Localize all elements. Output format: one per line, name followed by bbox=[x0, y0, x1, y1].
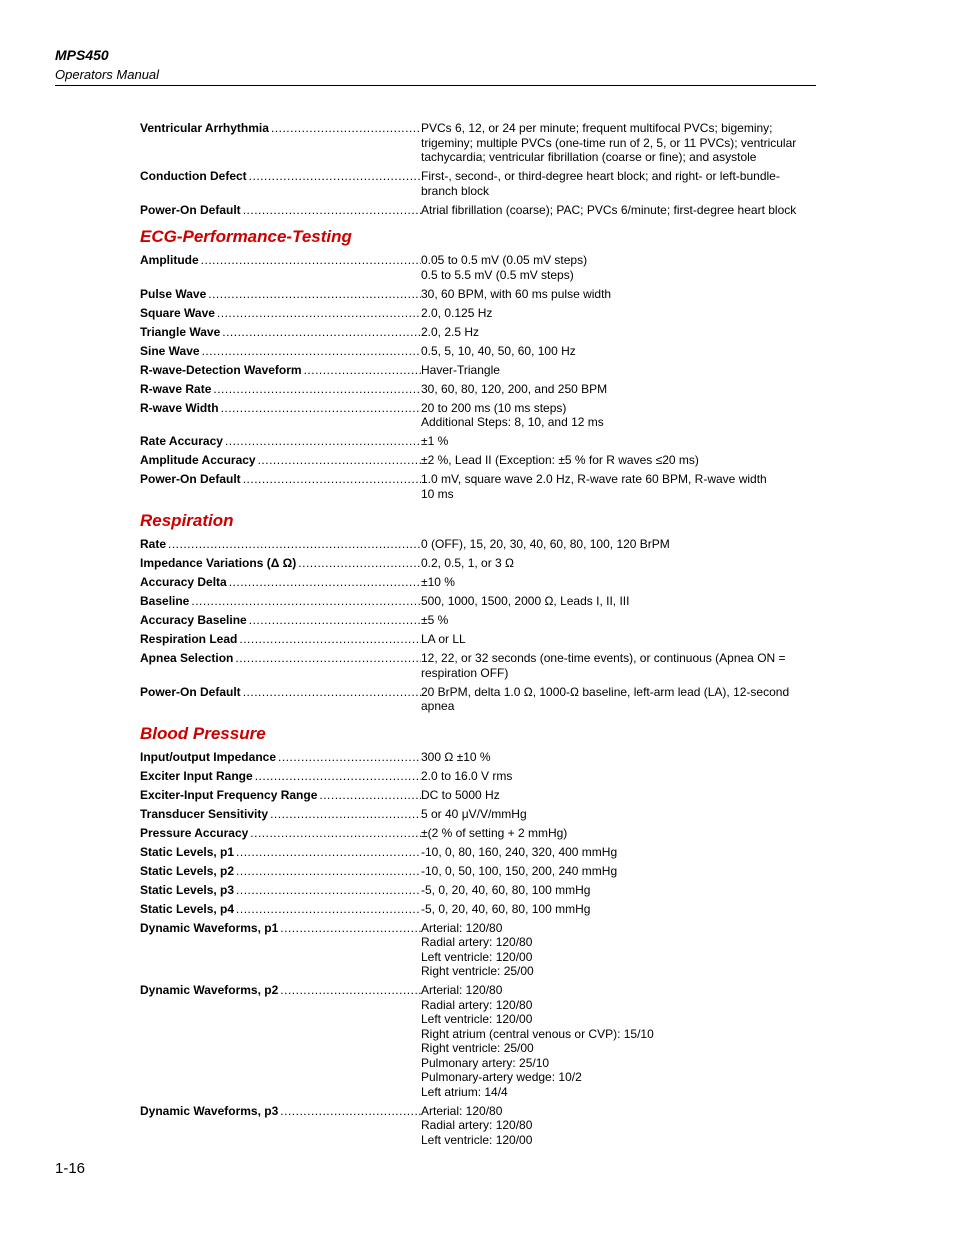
spec-value bbox=[421, 651, 820, 680]
spec-label-cell bbox=[140, 434, 421, 449]
spec-label-cell bbox=[140, 750, 421, 765]
spec-value bbox=[421, 613, 820, 628]
spec-label-cell bbox=[140, 401, 421, 430]
spec-label: Static Levels, p4 bbox=[140, 901, 235, 916]
spec-value-line: 500, 1000, 1500, 2000 Ω, Leads I, II, III bbox=[421, 594, 630, 608]
dot-leader bbox=[236, 902, 421, 917]
spec-value bbox=[421, 807, 820, 822]
spec-value bbox=[421, 1104, 820, 1148]
spec-value-line: Right ventricle: 25/00 bbox=[421, 964, 534, 978]
dot-leader bbox=[217, 306, 421, 321]
dot-leader bbox=[213, 382, 421, 397]
spec-row bbox=[140, 575, 820, 590]
spec-value-line: trigeminy; multiple PVCs (one-time run of 2, 5, or 11 PVCs); ventricular bbox=[421, 135, 797, 150]
spec-value-line: respiration OFF) bbox=[421, 665, 509, 680]
spec-value-line: -5, 0, 20, 40, 60, 80, 100 mmHg bbox=[421, 882, 591, 897]
dot-leader bbox=[249, 169, 421, 198]
spec-row bbox=[140, 556, 820, 571]
spec-value-line: 0.5 to 5.5 mV (0.5 mV steps) bbox=[421, 267, 574, 282]
spec-value-line: 2.0, 0.125 Hz bbox=[421, 305, 493, 320]
spec-row bbox=[140, 203, 820, 218]
spec-value bbox=[421, 826, 820, 841]
spec-label-cell bbox=[140, 453, 421, 468]
dot-leader bbox=[168, 537, 421, 552]
spec-value-line: ±2 %, Lead II (Exception: ±5 % for R waves ≤20 ms) bbox=[421, 453, 699, 467]
spec-row bbox=[140, 306, 820, 321]
spec-value-line: 12, 22, or 32 seconds (one-time events), or continuous (Apnea ON = bbox=[421, 651, 786, 665]
spec-label: Apnea Selection bbox=[140, 651, 234, 665]
spec-label-cell bbox=[140, 883, 421, 898]
spec-value bbox=[421, 685, 820, 714]
dot-leader bbox=[208, 287, 421, 302]
spec-label: Respiration Lead bbox=[140, 632, 238, 646]
spec-value-line: 10 ms bbox=[421, 486, 454, 501]
spec-row bbox=[140, 921, 820, 979]
spec-label-cell bbox=[140, 169, 421, 198]
spec-label: Rate bbox=[140, 537, 167, 551]
spec-value bbox=[421, 472, 820, 501]
spec-label-cell bbox=[140, 788, 421, 803]
spec-label: Accuracy Delta bbox=[140, 575, 227, 589]
spec-content bbox=[140, 121, 820, 1152]
dot-leader bbox=[243, 472, 421, 501]
spec-value-line: ±(2 % of setting + 2 mmHg) bbox=[421, 825, 568, 840]
spec-label: Transducer Sensitivity bbox=[140, 806, 269, 821]
spec-value bbox=[421, 845, 820, 860]
spec-label: Exciter-Input Frequency Range bbox=[140, 787, 318, 802]
dot-leader bbox=[243, 685, 421, 714]
manual-subtitle: Operators Manual bbox=[55, 67, 160, 82]
spec-value-line: 0 (OFF), 15, 20, 30, 40, 60, 80, 100, 120 BrPM bbox=[421, 537, 670, 551]
spec-label: Power-On Default bbox=[140, 202, 241, 217]
spec-label-cell bbox=[140, 344, 421, 359]
spec-label-cell bbox=[140, 203, 421, 218]
spec-value bbox=[421, 537, 820, 552]
spec-value bbox=[421, 632, 820, 647]
spec-value bbox=[421, 382, 820, 397]
spec-value-line: PVCs 6, 12, or 24 per minute; frequent multifocal PVCs; bigeminy; bbox=[421, 121, 773, 135]
spec-label-cell bbox=[140, 864, 421, 879]
dot-leader bbox=[278, 750, 421, 765]
spec-value-line: Arterial: 120/80 bbox=[421, 1103, 503, 1118]
spec-row bbox=[140, 363, 820, 378]
spec-label: Ventricular Arrhythmia bbox=[140, 121, 269, 135]
spec-label: R-wave Width bbox=[140, 400, 219, 415]
spec-row bbox=[140, 537, 820, 552]
header-divider bbox=[55, 85, 816, 86]
spec-value bbox=[421, 434, 820, 449]
dot-leader bbox=[280, 921, 421, 979]
spec-row bbox=[140, 401, 820, 430]
spec-label: Rate Accuracy bbox=[140, 434, 223, 448]
spec-row bbox=[140, 632, 820, 647]
spec-value bbox=[421, 253, 820, 282]
spec-value-line: -10, 0, 80, 160, 240, 320, 400 mmHg bbox=[421, 844, 618, 859]
spec-row bbox=[140, 788, 820, 803]
spec-row bbox=[140, 382, 820, 397]
dot-leader bbox=[225, 434, 421, 449]
dot-leader bbox=[236, 883, 421, 898]
spec-value-line: Right atrium (central venous or CVP): 15/10 bbox=[421, 1026, 654, 1041]
spec-label: Triangle Wave bbox=[140, 324, 221, 339]
dot-leader bbox=[243, 203, 421, 218]
dot-leader bbox=[319, 788, 421, 803]
dot-leader bbox=[255, 769, 421, 784]
spec-value-line: Left ventricle: 120/00 bbox=[421, 1132, 533, 1147]
spec-value bbox=[421, 788, 820, 803]
dot-leader bbox=[236, 864, 421, 879]
spec-label: Sine Wave bbox=[140, 343, 200, 358]
spec-value-line: tachycardia; ventricular fibrillation (coarse or fine); and asystole bbox=[421, 150, 757, 164]
spec-value-line: First-, second-, or third-degree heart block; and right- or left-bundle- bbox=[421, 169, 780, 183]
manual-title: MPS450 bbox=[55, 47, 109, 63]
spec-value-line: Additional Steps: 8, 10, and 12 ms bbox=[421, 415, 604, 429]
spec-value-line: 0.05 to 0.5 mV (0.05 mV steps) bbox=[421, 253, 588, 267]
spec-row bbox=[140, 594, 820, 609]
spec-value-line: Left atrium: 14/4 bbox=[421, 1084, 508, 1099]
spec-row bbox=[140, 685, 820, 714]
spec-value-line: ±1 % bbox=[421, 434, 449, 448]
spec-value bbox=[421, 344, 820, 359]
spec-value-line: Arterial: 120/80 bbox=[421, 983, 503, 997]
spec-row bbox=[140, 750, 820, 765]
spec-label: Dynamic Waveforms, p1 bbox=[140, 920, 279, 935]
spec-label-cell bbox=[140, 287, 421, 302]
spec-value-line: 20 to 200 ms (10 ms steps) bbox=[421, 400, 567, 415]
spec-value-line: Left ventricle: 120/00 bbox=[421, 949, 533, 964]
spec-value-line: Radial artery: 120/80 bbox=[421, 1118, 533, 1132]
spec-label: Power-On Default bbox=[140, 684, 241, 699]
dot-leader bbox=[191, 594, 421, 609]
spec-row bbox=[140, 1104, 820, 1148]
spec-label-cell bbox=[140, 253, 421, 282]
spec-label-cell bbox=[140, 651, 421, 680]
spec-label: Pulse Wave bbox=[140, 286, 207, 301]
page-number: 1-16 bbox=[55, 1160, 86, 1177]
spec-value bbox=[421, 287, 820, 302]
spec-label: Pressure Accuracy bbox=[140, 825, 249, 840]
spec-label: Conduction Defect bbox=[140, 169, 247, 183]
spec-row bbox=[140, 769, 820, 784]
spec-label: Square Wave bbox=[140, 305, 215, 320]
spec-value-line: Radial artery: 120/80 bbox=[421, 997, 533, 1012]
spec-value-line: LA or LL bbox=[421, 632, 466, 646]
spec-label: Static Levels, p1 bbox=[140, 844, 235, 859]
spec-value-line: -10, 0, 50, 100, 150, 200, 240 mmHg bbox=[421, 863, 618, 878]
dot-leader bbox=[304, 363, 421, 378]
spec-row bbox=[140, 325, 820, 340]
spec-label-cell bbox=[140, 902, 421, 917]
spec-label-cell bbox=[140, 685, 421, 714]
spec-label-cell bbox=[140, 594, 421, 609]
dot-leader bbox=[202, 344, 421, 359]
spec-label-cell bbox=[140, 363, 421, 378]
spec-value bbox=[421, 575, 820, 590]
dot-leader bbox=[201, 253, 421, 282]
spec-value-line: 30, 60 BPM, with 60 ms pulse width bbox=[421, 286, 612, 301]
spec-value-line: 20 BrPM, delta 1.0 Ω, 1000-Ω baseline, left-arm lead (LA), 12-second bbox=[421, 684, 790, 699]
dot-leader bbox=[229, 575, 421, 590]
dot-leader bbox=[270, 807, 421, 822]
spec-label-cell bbox=[140, 769, 421, 784]
spec-label-cell bbox=[140, 826, 421, 841]
spec-label-cell bbox=[140, 121, 421, 165]
spec-value bbox=[421, 203, 820, 218]
spec-row bbox=[140, 983, 820, 1099]
spec-label: Amplitude Accuracy bbox=[140, 453, 256, 467]
spec-value bbox=[421, 921, 820, 979]
spec-value bbox=[421, 594, 820, 609]
spec-label: R-wave Rate bbox=[140, 381, 212, 396]
dot-leader bbox=[235, 651, 421, 680]
spec-value bbox=[421, 864, 820, 879]
spec-value bbox=[421, 363, 820, 378]
spec-value-line: Left ventricle: 120/00 bbox=[421, 1012, 533, 1026]
spec-label: Input/output Impedance bbox=[140, 749, 276, 764]
spec-row bbox=[140, 434, 820, 449]
spec-value-line: 2.0 to 16.0 V rms bbox=[421, 768, 513, 783]
spec-row bbox=[140, 883, 820, 898]
spec-value-line: Arterial: 120/80 bbox=[421, 920, 503, 935]
spec-label-cell bbox=[140, 382, 421, 397]
spec-row bbox=[140, 472, 820, 501]
spec-row bbox=[140, 169, 820, 198]
dot-leader bbox=[298, 556, 421, 571]
spec-label-cell bbox=[140, 613, 421, 628]
spec-value-line: 5 or 40 μV/V/mmHg bbox=[421, 806, 527, 821]
spec-label-cell bbox=[140, 807, 421, 822]
spec-row bbox=[140, 613, 820, 628]
spec-value-line: 30, 60, 80, 120, 200, and 250 BPM bbox=[421, 381, 608, 396]
spec-value bbox=[421, 902, 820, 917]
spec-label-cell bbox=[140, 537, 421, 552]
spec-label: Baseline bbox=[140, 594, 190, 608]
spec-label-cell bbox=[140, 306, 421, 321]
dot-leader bbox=[280, 983, 421, 1099]
spec-value bbox=[421, 325, 820, 340]
dot-leader bbox=[249, 613, 421, 628]
dot-leader bbox=[221, 401, 421, 430]
spec-row bbox=[140, 344, 820, 359]
spec-row bbox=[140, 826, 820, 841]
dot-leader bbox=[222, 325, 421, 340]
spec-value bbox=[421, 556, 820, 571]
spec-label-cell bbox=[140, 556, 421, 571]
spec-value-line: 0.5, 5, 10, 40, 50, 60, 100 Hz bbox=[421, 343, 576, 358]
spec-label-cell bbox=[140, 325, 421, 340]
spec-row bbox=[140, 287, 820, 302]
spec-value-line: Haver-Triangle bbox=[421, 362, 500, 377]
dot-leader bbox=[280, 1104, 421, 1148]
spec-label: R-wave-Detection Waveform bbox=[140, 362, 302, 377]
spec-value-line: Atrial fibrillation (coarse); PAC; PVCs 6/minute; first-degree heart block bbox=[421, 202, 797, 217]
spec-row bbox=[140, 902, 820, 917]
spec-label-cell bbox=[140, 1104, 421, 1148]
spec-value bbox=[421, 769, 820, 784]
spec-row bbox=[140, 864, 820, 879]
spec-label-cell bbox=[140, 983, 421, 1099]
spec-row bbox=[140, 121, 820, 165]
spec-value-line: Right ventricle: 25/00 bbox=[421, 1041, 534, 1055]
spec-label-cell bbox=[140, 845, 421, 860]
spec-row bbox=[140, 253, 820, 282]
spec-value bbox=[421, 883, 820, 898]
spec-row bbox=[140, 807, 820, 822]
spec-value-line: 1.0 mV, square wave 2.0 Hz, R-wave rate 60 BPM, R-wave width bbox=[421, 472, 767, 486]
spec-label: Static Levels, p3 bbox=[140, 882, 235, 897]
spec-label-cell bbox=[140, 632, 421, 647]
spec-value bbox=[421, 306, 820, 321]
section-heading: Blood Pressure bbox=[140, 723, 266, 743]
spec-label: Power-On Default bbox=[140, 472, 241, 486]
spec-label: Exciter Input Range bbox=[140, 768, 253, 783]
spec-value-line: branch block bbox=[421, 183, 490, 198]
dot-leader bbox=[236, 845, 421, 860]
spec-label-cell bbox=[140, 472, 421, 501]
spec-value bbox=[421, 453, 820, 468]
spec-value-line: ±10 % bbox=[421, 575, 455, 589]
spec-label: Dynamic Waveforms, p3 bbox=[140, 1103, 279, 1118]
spec-value bbox=[421, 983, 820, 1099]
spec-label: Amplitude bbox=[140, 253, 199, 267]
spec-value-line: ±5 % bbox=[421, 613, 449, 627]
dot-leader bbox=[250, 826, 421, 841]
spec-label-cell bbox=[140, 575, 421, 590]
spec-value-line: 0.2, 0.5, 1, or 3 Ω bbox=[421, 556, 515, 570]
spec-row bbox=[140, 845, 820, 860]
dot-leader bbox=[271, 121, 421, 165]
spec-row bbox=[140, 651, 820, 680]
spec-value-line: Radial artery: 120/80 bbox=[421, 935, 533, 949]
spec-label: Impedance Variations (Δ Ω) bbox=[140, 556, 297, 570]
spec-row bbox=[140, 453, 820, 468]
dot-leader bbox=[258, 453, 421, 468]
spec-value bbox=[421, 401, 820, 430]
section-heading: Respiration bbox=[140, 511, 234, 530]
spec-value-line: DC to 5000 Hz bbox=[421, 787, 500, 802]
spec-value bbox=[421, 169, 820, 198]
spec-value-line: 300 Ω ±10 % bbox=[421, 749, 491, 764]
spec-label-cell bbox=[140, 921, 421, 979]
spec-value-line: 2.0, 2.5 Hz bbox=[421, 324, 480, 339]
spec-value-line: Pulmonary artery: 25/10 bbox=[421, 1055, 550, 1070]
spec-label: Static Levels, p2 bbox=[140, 863, 235, 878]
spec-value-line: -5, 0, 20, 40, 60, 80, 100 mmHg bbox=[421, 901, 591, 916]
dot-leader bbox=[239, 632, 421, 647]
spec-value-line: Pulmonary-artery wedge: 10/2 bbox=[421, 1070, 582, 1084]
section-heading: ECG-Performance-Testing bbox=[140, 227, 352, 246]
spec-label: Accuracy Baseline bbox=[140, 613, 247, 627]
spec-label: Dynamic Waveforms, p2 bbox=[140, 983, 279, 997]
spec-value bbox=[421, 121, 820, 165]
spec-value bbox=[421, 750, 820, 765]
spec-value-line: apnea bbox=[421, 699, 455, 713]
